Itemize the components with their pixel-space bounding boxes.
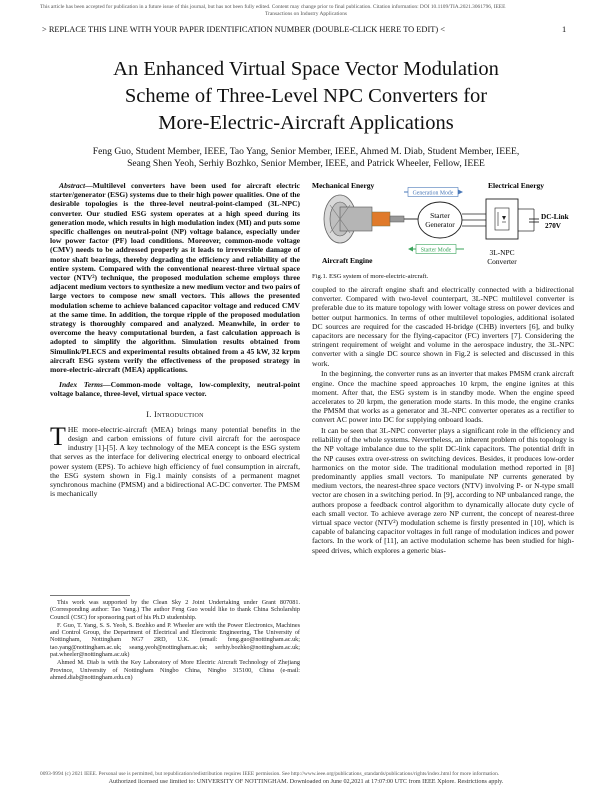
index-terms-text: —Common-mode voltage, low-complexity, neutral-point voltage balance, three-level, virtual space vector. — [50, 380, 300, 399]
publication-banner-line1: This article has been accepted for publication in a future issue of this journal, but has not been fully edited. Content may change prior to final publication. Citation information: DOI 10.1109/TIA.2021.3061796, IEEE — [40, 4, 506, 10]
right-paragraph-3: It can be seen that 3L-NPC converter plays a significant role in the efficiency and reliability of the whole systems. Nevertheless, an inherent problem of this topology is the NP voltage imbalance due to the split DC-link capacitors. The potential drift in the NP causes extra over-stress on switching devices. Besides, it produces low-order harmonics on the motor side. The traditional modulation method reported in [8] predominantly applies small vectors. To manipulate NP currents generated by medium vectors, the nearest-three space vectors (NTV) involving P- or N-type small vector are chosen in a switching period. In [9], according to NP unbalanced range, the authors propose a feedback control algorithm to dynamically allocate duty cycle of each small vector. To achieve average zero NP current, the concept of nearest-three virtual space vector (NTV²) modulation scheme is firstly presented in [10], which is capable of balancing capacitor voltages in full range of modulation indices and power factors. In the work of [11], an active modulation scheme has been studied for high-speed drives, which explores a generic bias- — [312, 426, 574, 555]
index-terms — [50, 380, 300, 398]
license-footer: Authorized licensed use limited to: UNIVERSITY OF NOTTINGHAM. Downloaded on June 02,2021 at 17:07:00 UTC from IEEE Xplore. Restrictions apply. — [108, 779, 504, 785]
footnote-affiliation-2: Ahmed M. Diab is with the Key Laboratory of More Electric Aircraft Technology of Zhejiang Province, University of Nottingham Ningbo China, Ningbo 315100, China (e-mail: ahmed.diab@nottingham.edu.cn) — [50, 659, 300, 681]
title-line-1: An Enhanced Virtual Space Vector Modulation — [113, 58, 499, 80]
dc-link-label-1: DC-Link — [541, 213, 569, 221]
section-heading — [50, 410, 300, 419]
authors-line-2: Seang Shen Yeoh, Serhiy Bozhko, Senior Member, IEEE, and Patrick Wheeler, Fellow, IEEE — [127, 158, 485, 169]
footnote-funding: This work was supported by the Clean Sky 2 Joint Undertaking under Grant 807081. (Corresponding author: Tao Yang.) The author Feng Guo would like to thank China Scholarship Council (CSC) for sponsoring part of his Ph.D studentship. — [50, 599, 300, 621]
right-paragraph-1: coupled to the aircraft engine shaft and electrically connected with a bidirectional converter. Compared with two-level counterpart, 3L-NPC multilevel converter is preferable due to its mature topology with lower voltage stress on power devices and better output harmonics. In terms of other multilevel topologies, additional isolated DC sources are required for the cascaded H-bridge (CHB) inverters [6], and bulky capacitors are necessary for the flying-capacitor (FC) inverters [7]. Considering the stringent requirement of weight and volume in the aerospace industry, the 3L-NPC converter with a single DC source shown in Fig.2 is selected and discussed in this work. — [312, 285, 574, 368]
left-column — [50, 181, 300, 500]
converter-label-2: Converter — [487, 257, 517, 266]
title-line-2: Scheme of Three-Level NPC Converters for — [124, 85, 488, 107]
starter-generator-label-1: Starter — [430, 211, 450, 220]
section-number: I. — [146, 409, 152, 419]
abstract-text: —Multilevel converters have been used for aircraft electric starter/generator (ESG) systems due to their high power qualities. One of the desirable topologies is the three-level neutral-point-clamped (3L-NPC) converter. Our studied ESG system operates at a high speed during its generation mode, which results in high modulation index (MI) and puts some specific challenges on neutral-point (NP) voltage balance, especially under low power factor (PF) load conditions. Moreover, common-mode voltage (CMV) needs to be addressed properly as it leads to irreversible damage of motor shaft bearings, thereby degrading the efficiency and reliability of the entire system. Compared with the conventional nearest-three virtual space vector (NTV²) technique, the proposed modulation scheme employs three adjacent medium vectors to synthesize a new medium vector and two pairs of large vectors to compose new small vectors. This allows the presented modulation scheme to achieve balanced capacitor voltage and reduced CMV at the same time. In addition, the torque ripple of the proposed modulation strategy is thoroughly compared and analyzed. Meanwhile, in order to overcome the heavy computational burden, a fast calculation approach is adopted to simplify the algorithm. Simulation results obtained from Simulink/PLECS and experimental results obtained from a 45 kW, 32 krpm aircraft ESG system verify the effectiveness of the proposed strategy in more-electric-aircraft (MEA) applications. — [50, 181, 301, 375]
intro-paragraph — [50, 421, 300, 499]
npc-converter-symbol — [486, 199, 518, 239]
footnote-affiliation: F. Guo, T. Yang, S. S. Yeoh, S. Bozhko and P. Wheeler are with the Power Electronics, Machines and Control Group, the Department of Electrical and Electronic Engineering, The University of Nottingham, Nottingham NG7 2RD, U.K. (email: feng.guo@nottingham.ac.uk; tao.yang@nottingham.ac.uk; seang.yeoh@nottingham.ac.uk; serhiy.bozhko@nottingham.ac.uk; pat.wheeler@nottingham.ac.uk) — [50, 621, 300, 659]
starter-mode-label: Starter Mode — [420, 247, 452, 254]
figure-1-caption: Fig.1. ESG system of more-electric-aircraft. — [312, 273, 429, 280]
page-number: 1 — [562, 25, 567, 34]
copyright-footer: 0093-9994 (c) 2021 IEEE. Personal use is permitted, but republication/redistribution requires IEEE permission. See http://www.ieee.org/publications_standards/publications/rights/index.html for more information. — [40, 771, 500, 777]
section-title: Introduction — [154, 409, 204, 419]
publication-banner-line2: Transactions on Industry Applications — [264, 11, 347, 17]
abstract-label: Abstract — [59, 181, 86, 190]
intro-text: HE more-electric-aircraft (MEA) brings many potential benefits in the design and carbon emissions of future civil aircraft for the aerospace industry [1]-[5]. A key technology of the MEA concept is the ESG system that serves as the interface for delivering electrical energy to onboard electrical power system (EPS). To achieve high efficiency of fuel consumption in aircraft, the ESG system shown in Fig.1 mainly consists of a permanent magnet synchronous machine (PMSM) and a bidirectional AC-DC converter. The PMSM is mechanically — [50, 424, 300, 499]
abstract — [50, 181, 300, 374]
dc-link-label-2: 270V — [545, 222, 561, 230]
footnotes — [50, 595, 300, 682]
mechanical-energy-label: Mechanical Energy — [312, 181, 375, 190]
esg-system-diagram — [312, 179, 574, 271]
running-header: > REPLACE THIS LINE WITH YOUR PAPER IDENTIFICATION NUMBER (DOUBLE-CLICK HERE TO EDIT) < — [42, 25, 445, 34]
index-terms-label: Index Terms — [59, 380, 104, 390]
authors-line-1: Feng Guo, Student Member, IEEE, Tao Yang, Senior Member, IEEE, Ahmed M. Diab, Student Member, IEEE, — [92, 146, 520, 157]
starter-generator-label-2: Generator — [425, 220, 455, 229]
generation-mode-label: Generation Mode — [412, 190, 454, 197]
paper-title — [40, 56, 572, 137]
figure-1 — [312, 179, 574, 271]
right-column — [312, 285, 574, 556]
electrical-energy-label: Electrical Energy — [488, 181, 545, 190]
aircraft-engine-image — [324, 195, 404, 243]
footnote-rule — [50, 595, 130, 596]
aircraft-engine-label: Aircraft Engine — [322, 256, 373, 265]
title-line-3: More-Electric-Aircraft Applications — [158, 112, 454, 134]
converter-label-1: 3L-NPC — [489, 248, 515, 257]
author-list — [40, 146, 572, 170]
right-paragraph-2: In the beginning, the converter runs as an inverter that makes PMSM crank aircraft engine. Once the machine speed approaches 10 krpm, the engine ignites at this moment. After that, the ESG system is in standby mode. When the engine speed accelerates to 20 krpm, the generation mode starts. In this mode, the engine cranks the PMSM that works as a generator and 3L-NPC converter operates as a rectifier to convert AC power into DC for supplying onboard loads. — [312, 369, 574, 425]
drop-cap: T — [50, 421, 66, 451]
